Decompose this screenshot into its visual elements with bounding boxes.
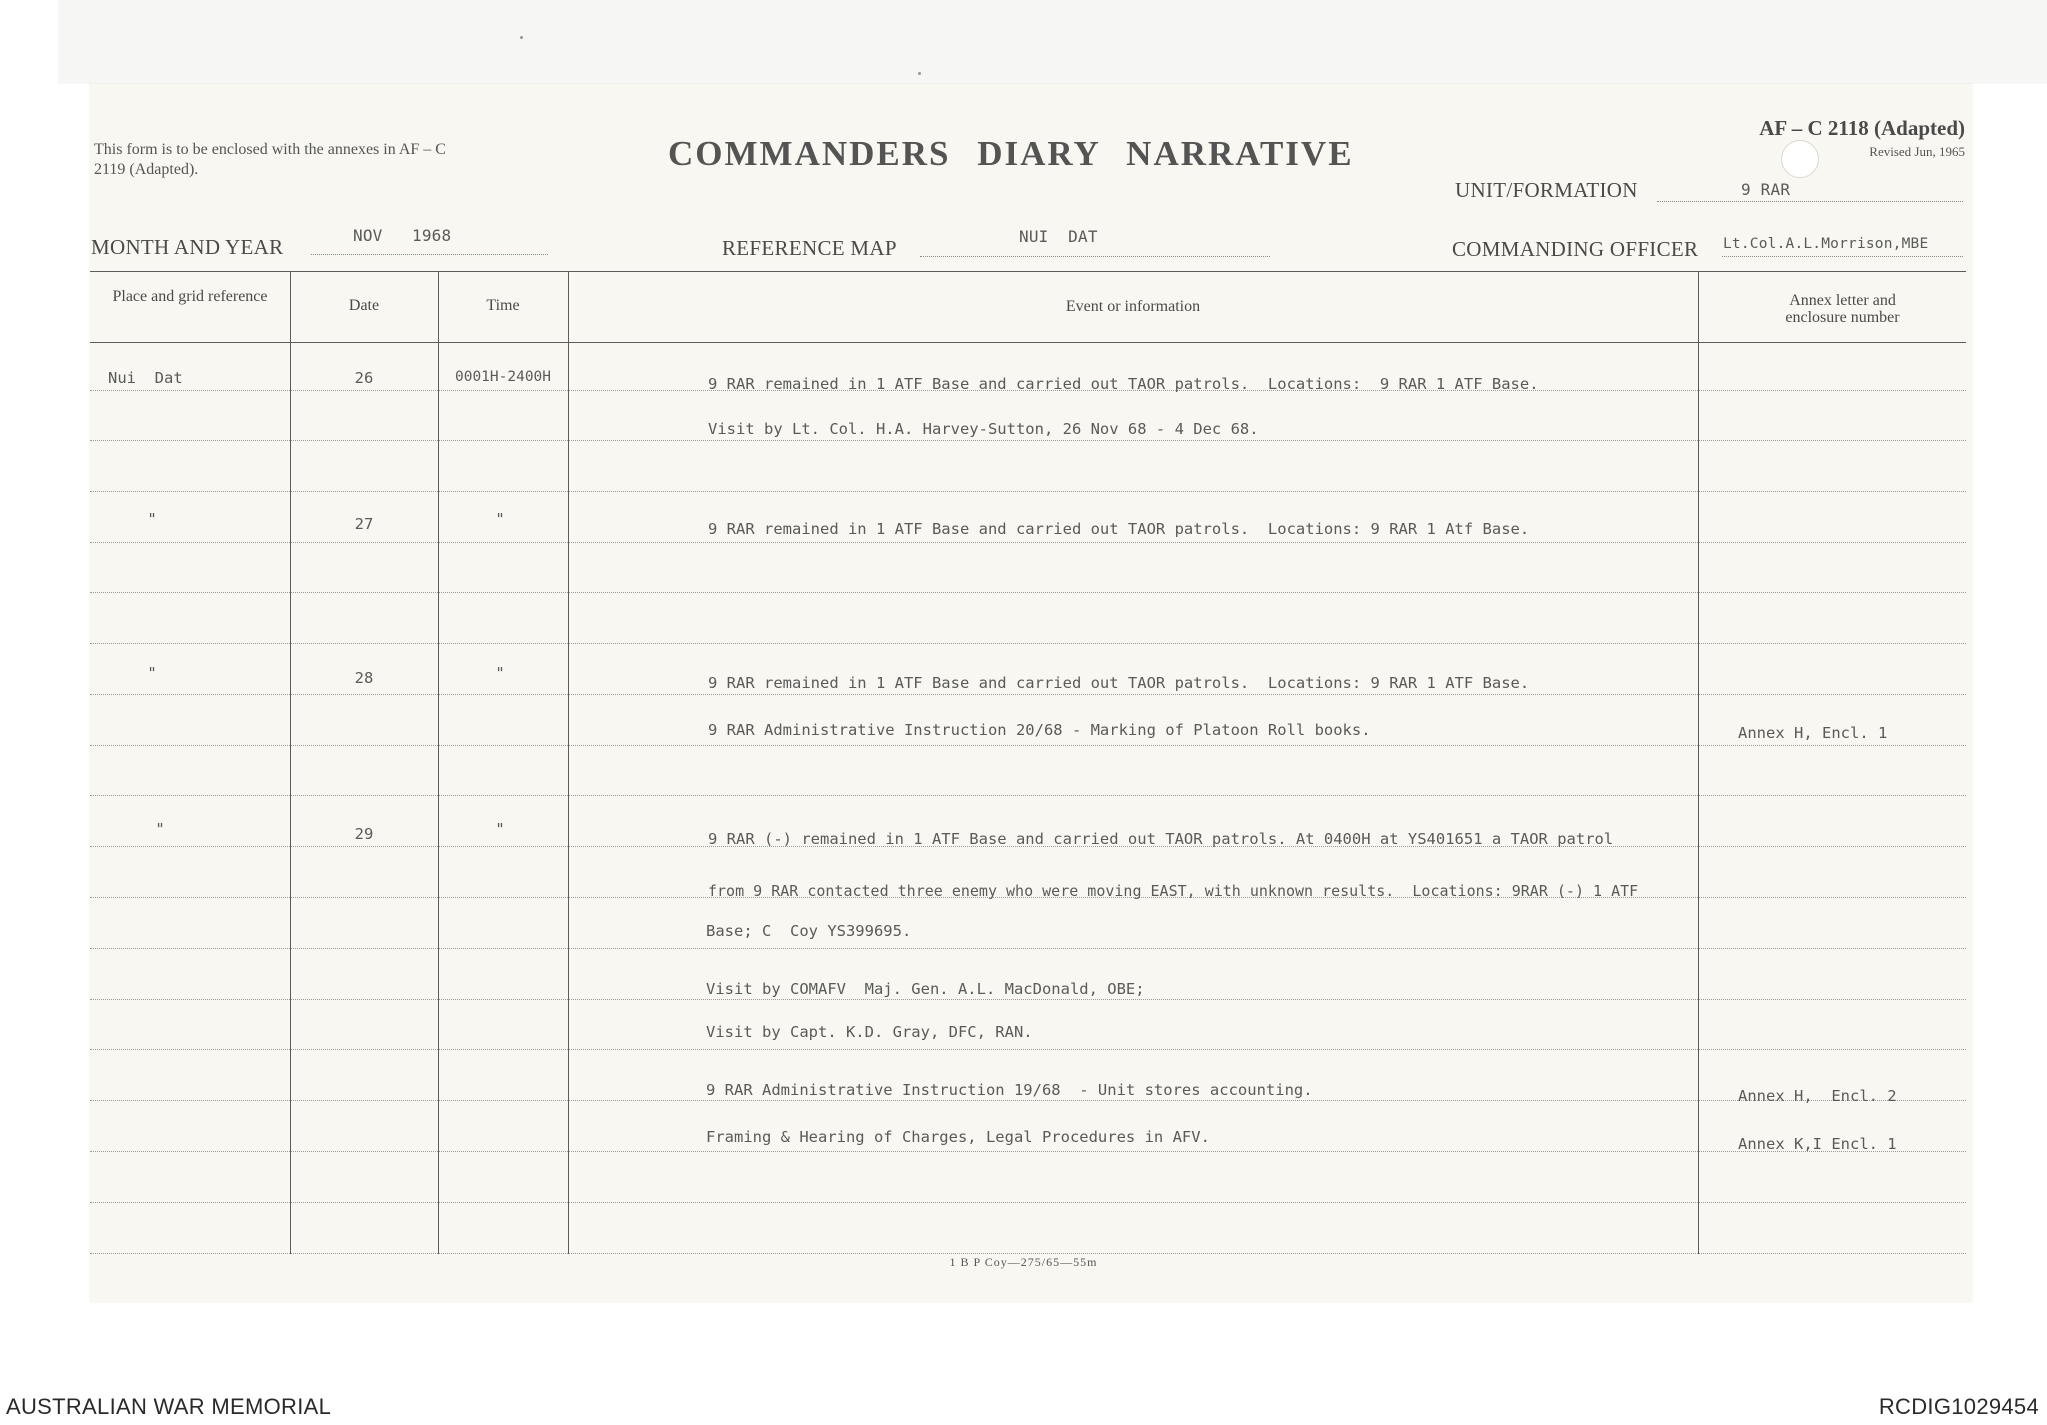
entry-annex: Annex H, Encl. 1 bbox=[1738, 724, 1888, 742]
print-code: 1 B P Coy—275/65—55m bbox=[949, 1255, 1098, 1269]
entry-place: Nui Dat bbox=[108, 369, 183, 387]
column-divider bbox=[568, 272, 569, 1254]
scan-speck bbox=[520, 36, 523, 39]
form-number: AF – C 2118 (Adapted) bbox=[1759, 116, 1965, 140]
entry-time: " bbox=[495, 664, 505, 682]
archive-caption-right: RCDIG1029454 bbox=[1878, 1394, 2039, 1419]
ruled-line bbox=[90, 1049, 1966, 1050]
ruled-line bbox=[90, 948, 1966, 949]
entry-annex: Annex H, Encl. 2 bbox=[1738, 1087, 1897, 1105]
entry-event: from 9 RAR contacted three enemy who were moving EAST, with unknown results. Locations: 9RAR (-) 1 ATF bbox=[708, 882, 1639, 900]
commanding-officer-line bbox=[1722, 256, 1963, 257]
column-header-date: Date bbox=[348, 297, 380, 314]
entry-time: " bbox=[495, 510, 505, 528]
revised-date: Revised Jun, 1965 bbox=[1869, 144, 1965, 159]
entry-event: Visit by COMAFV Maj. Gen. A.L. MacDonald, OBE; bbox=[706, 980, 1145, 998]
ruled-line bbox=[90, 491, 1966, 492]
entry-place: " bbox=[147, 664, 157, 682]
ruled-line bbox=[90, 592, 1966, 593]
scan-speck bbox=[918, 72, 921, 75]
entry-event: 9 RAR remained in 1 ATF Base and carried out TAOR patrols. Locations: 9 RAR 1 ATF Base. bbox=[708, 375, 1539, 393]
column-divider bbox=[438, 272, 439, 1254]
column-divider bbox=[290, 272, 291, 1254]
month-year-value: NOV 1968 bbox=[353, 226, 452, 245]
unit-formation-label: UNIT/FORMATION bbox=[1455, 178, 1638, 202]
entry-time: 0001H-2400H bbox=[454, 369, 552, 385]
archive-caption-left: AUSTRALIAN WAR MEMORIAL bbox=[6, 1394, 332, 1419]
entry-date: 26 bbox=[354, 369, 374, 387]
column-header-annex: Annex letter and enclosure number bbox=[1785, 292, 1900, 326]
entry-place: " bbox=[155, 820, 165, 838]
entry-date: 27 bbox=[354, 515, 374, 533]
unit-formation-line bbox=[1657, 201, 1963, 202]
entry-annex: Annex K,I Encl. 1 bbox=[1738, 1135, 1897, 1153]
column-header-time: Time bbox=[486, 297, 520, 314]
entry-event: Visit by Lt. Col. H.A. Harvey-Sutton, 26 Nov 68 - 4 Dec 68. bbox=[708, 420, 1259, 438]
ruled-line bbox=[90, 1253, 1966, 1254]
entry-event: Visit by Capt. K.D. Gray, DFC, RAN. bbox=[706, 1023, 1033, 1041]
commanding-officer-value: Lt.Col.A.L.Morrison,MBE bbox=[1723, 236, 1929, 252]
entry-event: Base; C Coy YS399695. bbox=[706, 922, 912, 940]
column-header-place: Place and grid reference bbox=[112, 288, 268, 305]
entry-event: Framing & Hearing of Charges, Legal Procedures in AFV. bbox=[706, 1128, 1210, 1146]
scan-background bbox=[58, 0, 2047, 84]
entry-event: 9 RAR Administrative Instruction 20/68 - Marking of Platoon Roll books. bbox=[708, 721, 1371, 739]
entry-date: 28 bbox=[354, 669, 374, 687]
ruled-line bbox=[90, 745, 1966, 746]
ruled-line bbox=[90, 643, 1966, 644]
diary-form-sheet bbox=[90, 84, 1972, 1302]
commanding-officer-label: COMMANDING OFFICER bbox=[1452, 237, 1699, 261]
entry-time: " bbox=[495, 820, 505, 838]
ruled-line bbox=[90, 542, 1966, 543]
month-year-line bbox=[311, 254, 548, 255]
reference-map-label: REFERENCE MAP bbox=[722, 236, 897, 260]
entry-event: 9 RAR remained in 1 ATF Base and carried out TAOR patrols. Locations: 9 RAR 1 ATF Base. bbox=[708, 674, 1530, 692]
entry-event: 9 RAR remained in 1 ATF Base and carried out TAOR patrols. Locations: 9 RAR 1 Atf Base. bbox=[708, 520, 1530, 538]
column-divider bbox=[1698, 272, 1699, 1254]
ruled-line bbox=[90, 440, 1966, 441]
entry-event: 9 RAR (-) remained in 1 ATF Base and carried out TAOR patrols. At 0400H at YS401651 a TAOR patrol bbox=[708, 830, 1614, 848]
entry-place: " bbox=[147, 510, 157, 528]
table-header-rule bbox=[90, 342, 1966, 343]
ruled-line bbox=[90, 795, 1966, 796]
entry-event: 9 RAR Administrative Instruction 19/68 - Unit stores accounting. bbox=[706, 1081, 1313, 1099]
ruled-line bbox=[90, 999, 1966, 1000]
entry-date: 29 bbox=[354, 825, 374, 843]
month-year-label: MONTH AND YEAR bbox=[91, 235, 284, 259]
reference-map-value: NUI DAT bbox=[1019, 227, 1098, 246]
ruled-line bbox=[90, 1151, 1966, 1152]
reference-map-line bbox=[920, 256, 1270, 257]
unit-formation-value: 9 RAR bbox=[1741, 180, 1791, 199]
ruled-line bbox=[90, 1202, 1966, 1203]
enclose-note: This form is to be enclosed with the annexes in AF – C 2119 (Adapted). bbox=[94, 141, 446, 178]
table-top-rule bbox=[90, 271, 1966, 272]
form-title: COMMANDERS DIARY NARRATIVE bbox=[668, 134, 1354, 173]
ruled-line bbox=[90, 1100, 1966, 1101]
column-header-event: Event or information bbox=[1065, 298, 1201, 315]
ruled-line bbox=[90, 694, 1966, 695]
